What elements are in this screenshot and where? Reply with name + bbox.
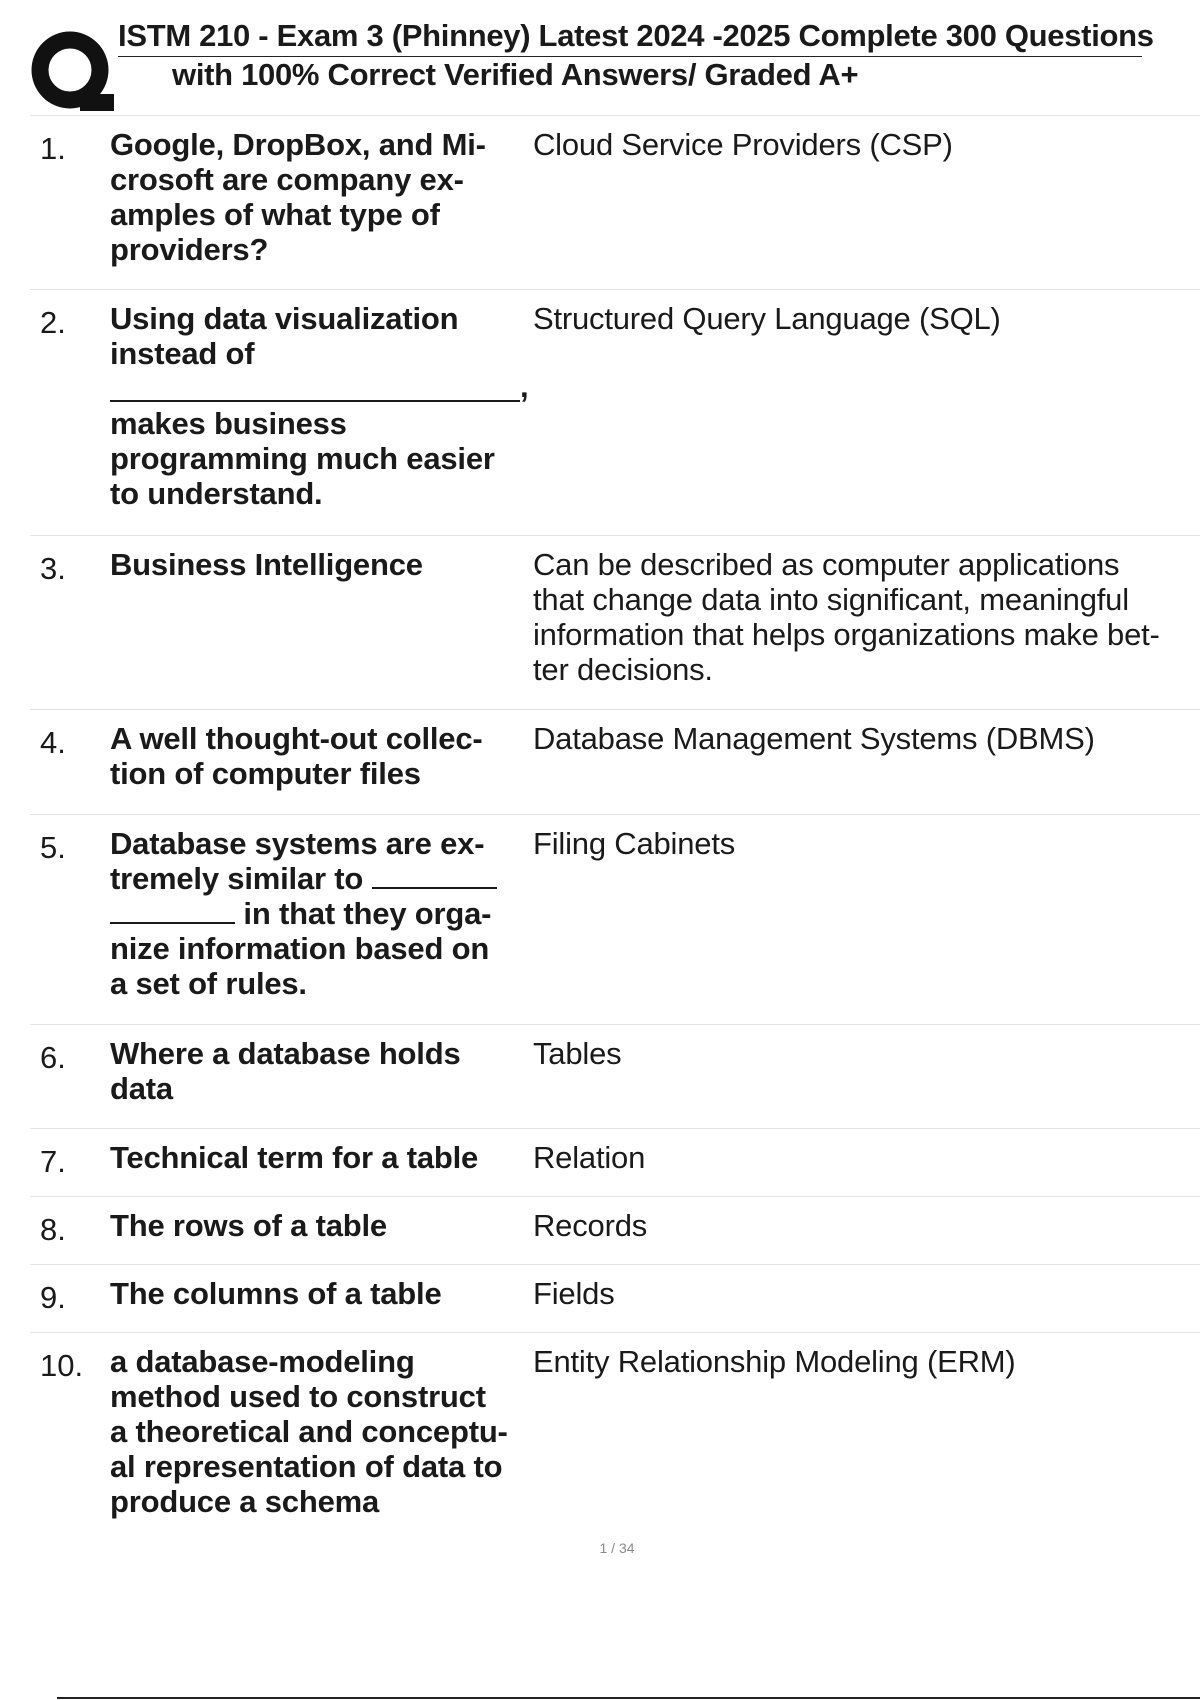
question-text: Technical term for a table: [110, 1140, 479, 1175]
qa-row: [30, 1129, 1200, 1197]
answer-text: Entity Relationship Modeling (ERM): [533, 1344, 1016, 1379]
question-number: 5.: [40, 830, 66, 865]
question-number: 4.: [40, 725, 66, 760]
answer-text: Can be described as computer applications that change data into significant, meaningful information that helps organizations make bet- ter decisions.: [533, 547, 1160, 687]
question-text: Using data visualization instead of , makes business programming much easier to understand.: [110, 301, 529, 511]
answer-text: Cloud Service Providers (CSP): [533, 127, 953, 162]
document-title: ISTM 210 - Exam 3 (Phinney) Latest 2024 -2025 Complete 300 Questions: [118, 18, 1154, 53]
qa-row: [30, 1197, 1200, 1265]
qa-row: [30, 536, 1200, 710]
question-number: 8.: [40, 1212, 66, 1247]
question-number: 10.: [40, 1348, 84, 1383]
answer-text: Structured Query Language (SQL): [533, 301, 1001, 336]
qa-row: [30, 710, 1200, 815]
blank-comma: ,: [520, 369, 529, 404]
answer-text: Records: [533, 1208, 648, 1243]
document-subtitle: with 100% Correct Verified Answers/ Graded A+: [172, 57, 859, 92]
answer-text: Relation: [533, 1140, 646, 1175]
qa-row: [30, 116, 1200, 290]
question-list: [30, 116, 1200, 1533]
question-text: The columns of a table: [110, 1276, 442, 1311]
question-number: 9.: [40, 1280, 66, 1315]
question-text: Where a database holds data: [110, 1036, 461, 1106]
answer-text: Tables: [533, 1036, 622, 1071]
answer-text: Filing Cabinets: [533, 826, 736, 861]
footer-divider: [57, 1697, 1200, 1699]
question-number: 2.: [40, 305, 66, 340]
question-number: 3.: [40, 551, 66, 586]
answer-text: Fields: [533, 1276, 615, 1311]
question-number: 1.: [40, 131, 66, 166]
question-text: Business Intelligence: [110, 547, 423, 582]
question-text: Google, DropBox, and Mi- crosoft are company ex- amples of what type of providers?: [110, 127, 486, 267]
qa-row: [30, 815, 1200, 1025]
page-number: 1 / 34: [599, 1540, 635, 1556]
qa-row: [30, 1265, 1200, 1333]
question-text: The rows of a table: [110, 1208, 387, 1243]
question-text: Database systems are ex- tremely similar to in that they orga- nize information based on a set of rules.: [110, 826, 560, 1001]
question-text: A well thought-out collec- tion of computer files: [110, 721, 483, 791]
fill-in-blank: [110, 400, 520, 402]
q-logo-icon: [30, 30, 114, 114]
question-text: a database-modeling method used to construct a theoretical and conceptu- al representation of data to produce a schema: [110, 1344, 508, 1519]
question-number: 7.: [40, 1144, 66, 1179]
fill-in-blank: [372, 887, 497, 889]
qa-row: [30, 1025, 1200, 1129]
fill-in-blank: [110, 922, 235, 924]
question-number: 6.: [40, 1040, 66, 1075]
qa-row: [30, 1333, 1200, 1533]
qa-row: [30, 290, 1200, 536]
answer-text: Database Management Systems (DBMS): [533, 721, 1095, 756]
